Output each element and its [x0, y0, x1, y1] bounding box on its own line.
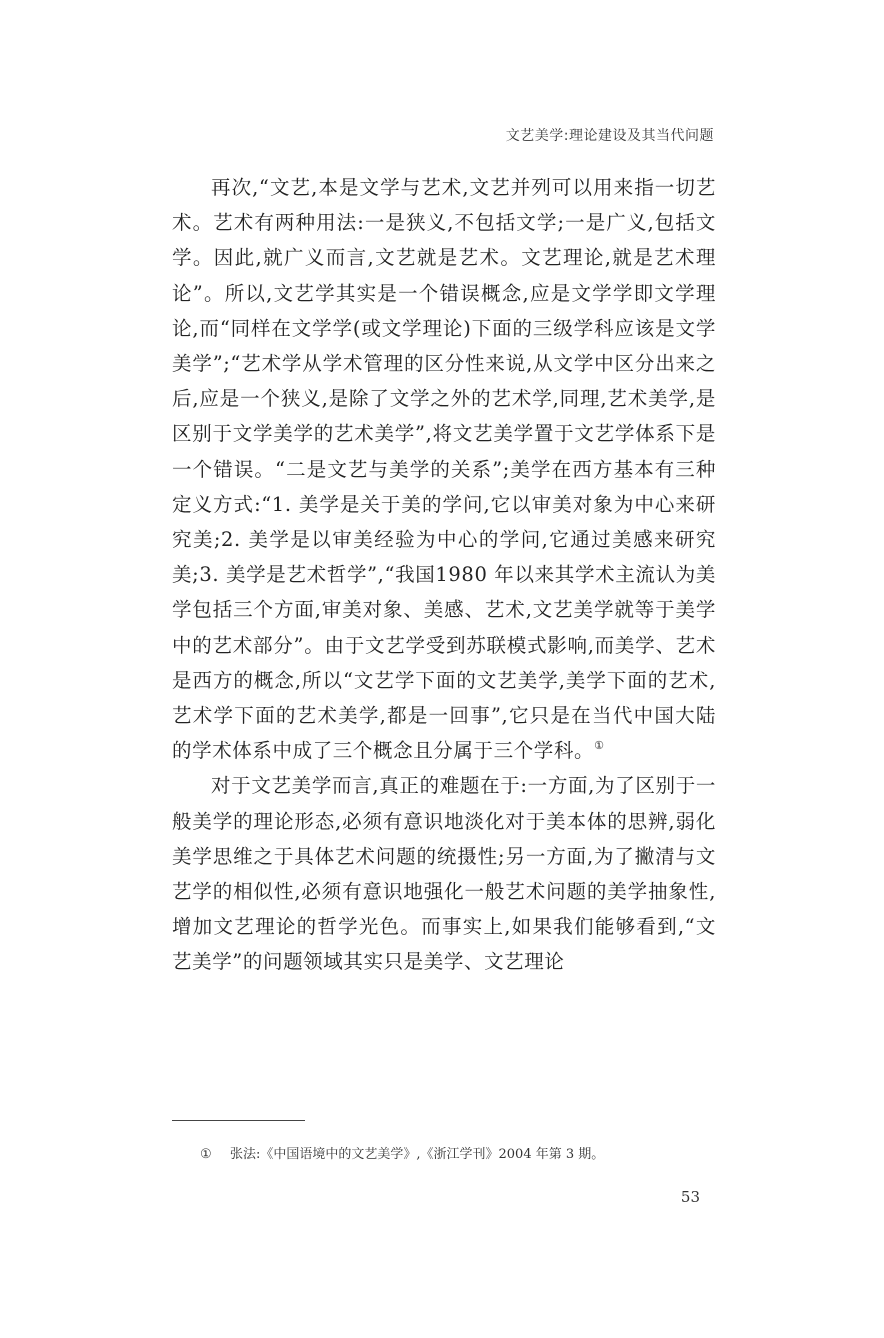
page-number: 53: [680, 1188, 700, 1206]
footnote-reference: ①: [594, 739, 605, 753]
running-header: 文艺美学:理论建设及其当代问题: [505, 128, 714, 144]
paragraph-2: 对于文艺美学而言,真正的难题在于:一方面,为了区别于一般美学的理论形态,必须有意识地淡化对于美本体的思辨,弱化美学思维之于具体艺术问题的统摄性;另一方面,为了撇清与文艺学的相似性,必须有意识地强化一般艺术问题的美学抽象性,增加文艺理论的哲学光色。而事实上,如果我们能够看到,“文艺美学”的问题领域其实只是美学、文艺理论: [172, 774, 716, 974]
paragraph-1: [172, 170, 716, 768]
body-text: [172, 170, 716, 980]
footnote-rule: [172, 1120, 305, 1121]
footnote: [200, 1143, 604, 1162]
footnote-mark: ①: [200, 1147, 212, 1162]
paragraph-1-text: 再次,“文艺,本是文学与艺术,文艺并列可以用来指一切艺术。艺术有两种用法:一是狭义,不包括文学;一是广义,包括文学。因此,就广义而言,文艺就是艺术。文艺理论,就是艺术理论”。所以,文艺学其实是一个错误概念,应是文学学即文学理论,而“同样在文学学(或文学理论)下面的三级学科应该是文学美学”;“艺术学从学术管理的区分性来说,从文学中区分出来之后,应是一个狭义,是除了文学之外的艺术学,同理,艺术美学,是区别于文学美学的艺术美学”,将文艺美学置于文艺学体系下是一个错误。“二是文艺与美学的关系”;美学在西方基本有三种定义方式:“1. 美学是关于美的学问,它以审美对象为中心来研究美;2. 美学是以审美经验为中心的学问,它通过美感来研究美;3. 美学是艺术哲学”,“我国1980 年以来其学术主流认为美学包括三个方面,审美对象、美感、艺术,文艺美学就等于美学中的艺术部分”。由于文艺学受到苏联模式影响,而美学、艺术是西方的概念,所以“文艺学下面的文艺美学,美学下面的艺术,艺术学下面的艺术美学,都是一回事”,它只是在当代中国大陆的学术体系中成了三个概念且分属于三个学科。: [172, 176, 716, 763]
footnote-text: 张法:《中国语境中的文艺美学》,《浙江学刊》2004 年第 3 期。: [230, 1147, 605, 1162]
